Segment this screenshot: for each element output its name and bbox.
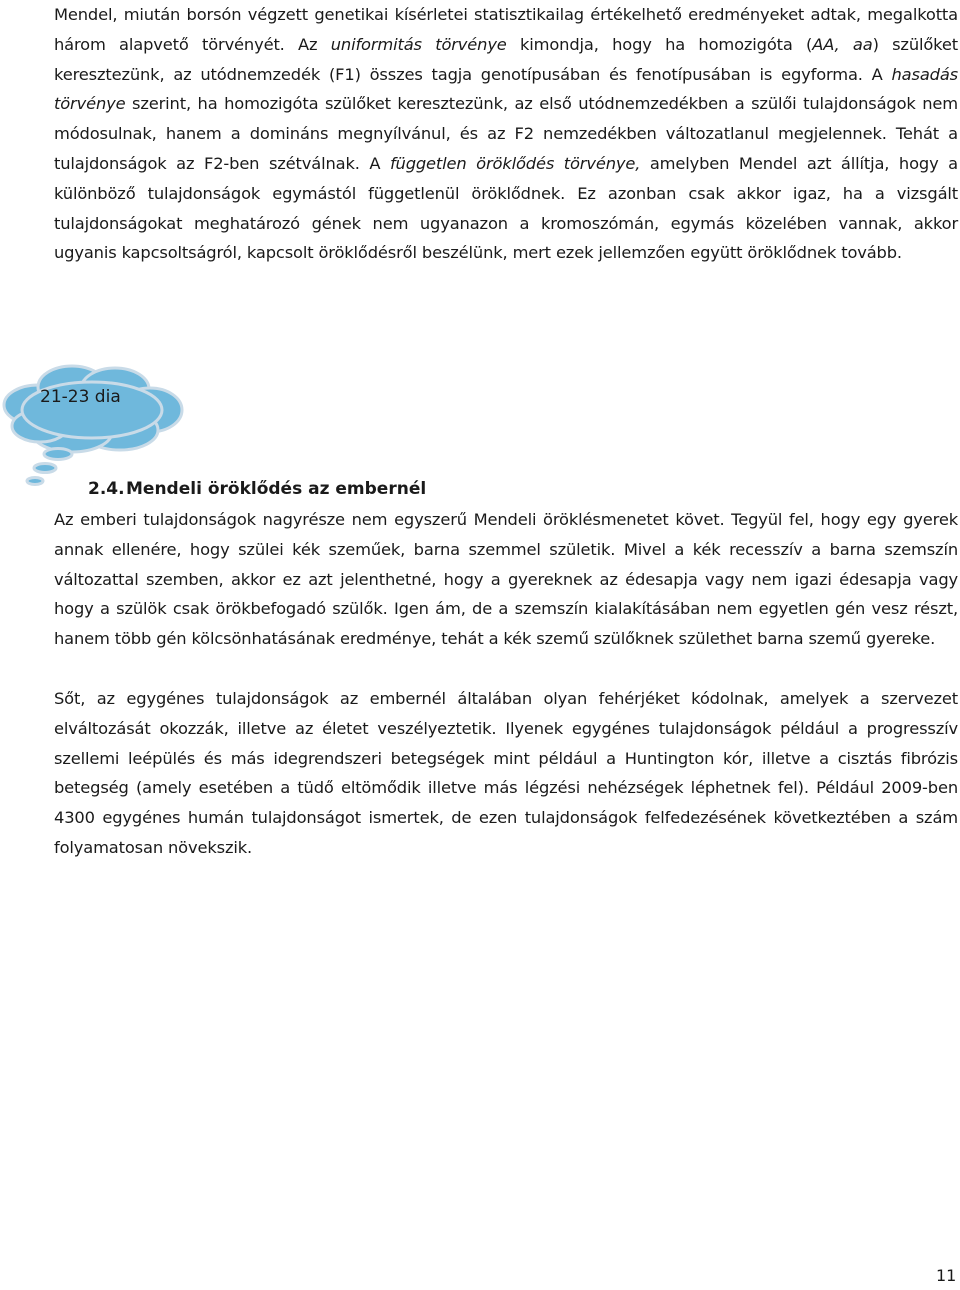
term-segregation-law: hasadás törvénye — [54, 64, 958, 114]
text-run: ) szülőket keresztezünk, az utódnemzedék (F1) összes tagja genotípusában és fenotípusában is egyforma. A — [54, 34, 958, 84]
text-run: amelyben Mendel azt állítja, hogy a különböző tulajdonságok egymástól függetlenül öröklődnek. Ez azonban csak akkor igaz, ha a vizsgált tulajdonságokat meghatározó gének nem ugyanazon a kromoszómán, egymás közelében vannak, akkor ugyanis kapcsoltságról, kapcsolt öröklődésről beszélünk, mert ezek jellemzően együtt öröklődnek tovább. — [54, 153, 958, 263]
term-independent-assortment-law: független öröklődés törvénye, — [389, 153, 641, 173]
paragraph-eye-color: Az emberi tulajdonságok nagyrésze nem egyszerű Mendeli öröklésmenetet követ. Tegyül fel, hogy egy gyerek annak ellenére, hogy szülei kék szeműek, barna szemmel születik. Mivel a kék recesszív a barna szemszín változattal szemben, akkor ez azt jelenthetné, hogy a gyereknek az édesapja vagy nem igazi édesapja vagy hogy a szülök csak örökbefogadó szülők. Igen ám, de a szemszín kialakításában nem egyetlen gén vesz részt, hanem több gén kölcsönhatásának eredménye, tehát a kék szemű szülőknek születhet barna szemű gyereke. — [54, 510, 958, 649]
section-heading — [88, 474, 426, 504]
page-number: 11 — [936, 1266, 957, 1285]
paragraph-mendel-laws — [54, 0, 958, 268]
text-run: kimondja, hogy ha homozigóta ( — [506, 34, 813, 54]
term-uniformity-law: uniformitás törvénye — [330, 34, 507, 54]
text-run: szerint, ha homozigóta szülőket keresztezünk, az első utódnemzedékben a szülői tulajdonságok nem módosulnak, hanem a domináns megnyílvánul, és az F2 nemzedékben változatlanul megjelennek. Tehát a tulajdonságok az F2-ben szétválnak. A — [54, 94, 958, 173]
term-genotypes: AA, aa — [812, 34, 873, 54]
section-title: Mendeli öröklődés az embernél — [126, 479, 427, 499]
text-run: Mendel, miután borsón végzett genetikai kísérletei statisztikailag értékelhető eredményeket adtak, megalkotta három alapvető törvényét. Az — [54, 5, 958, 54]
paragraph-monogenic-traits: Sőt, az egygénes tulajdonságok az embernél általában olyan fehérjéket kódolnak, amelyek a szervezet elváltozását okozzák, illetve az életet veszélyeztetik. Ilyenek egygénes tulajdonságok például a progresszív szellemi leépülés és más idegrendszeri betegségek mint például a Huntington kór, illetve a cisztás fibrózis betegség (amely esetében a tüdő eltömődik illetve más légzési nehézségek léphetnek fel). Például 2009-ben 4300 egygénes humán tulajdonságot ismertek, de ezen tulajdonságok felfedezésének következtében a szám folyamatosan növekszik. — [54, 689, 958, 857]
section-number: 2.4. — [88, 479, 125, 499]
slide-reference-label: 21-23 dia — [40, 387, 121, 407]
